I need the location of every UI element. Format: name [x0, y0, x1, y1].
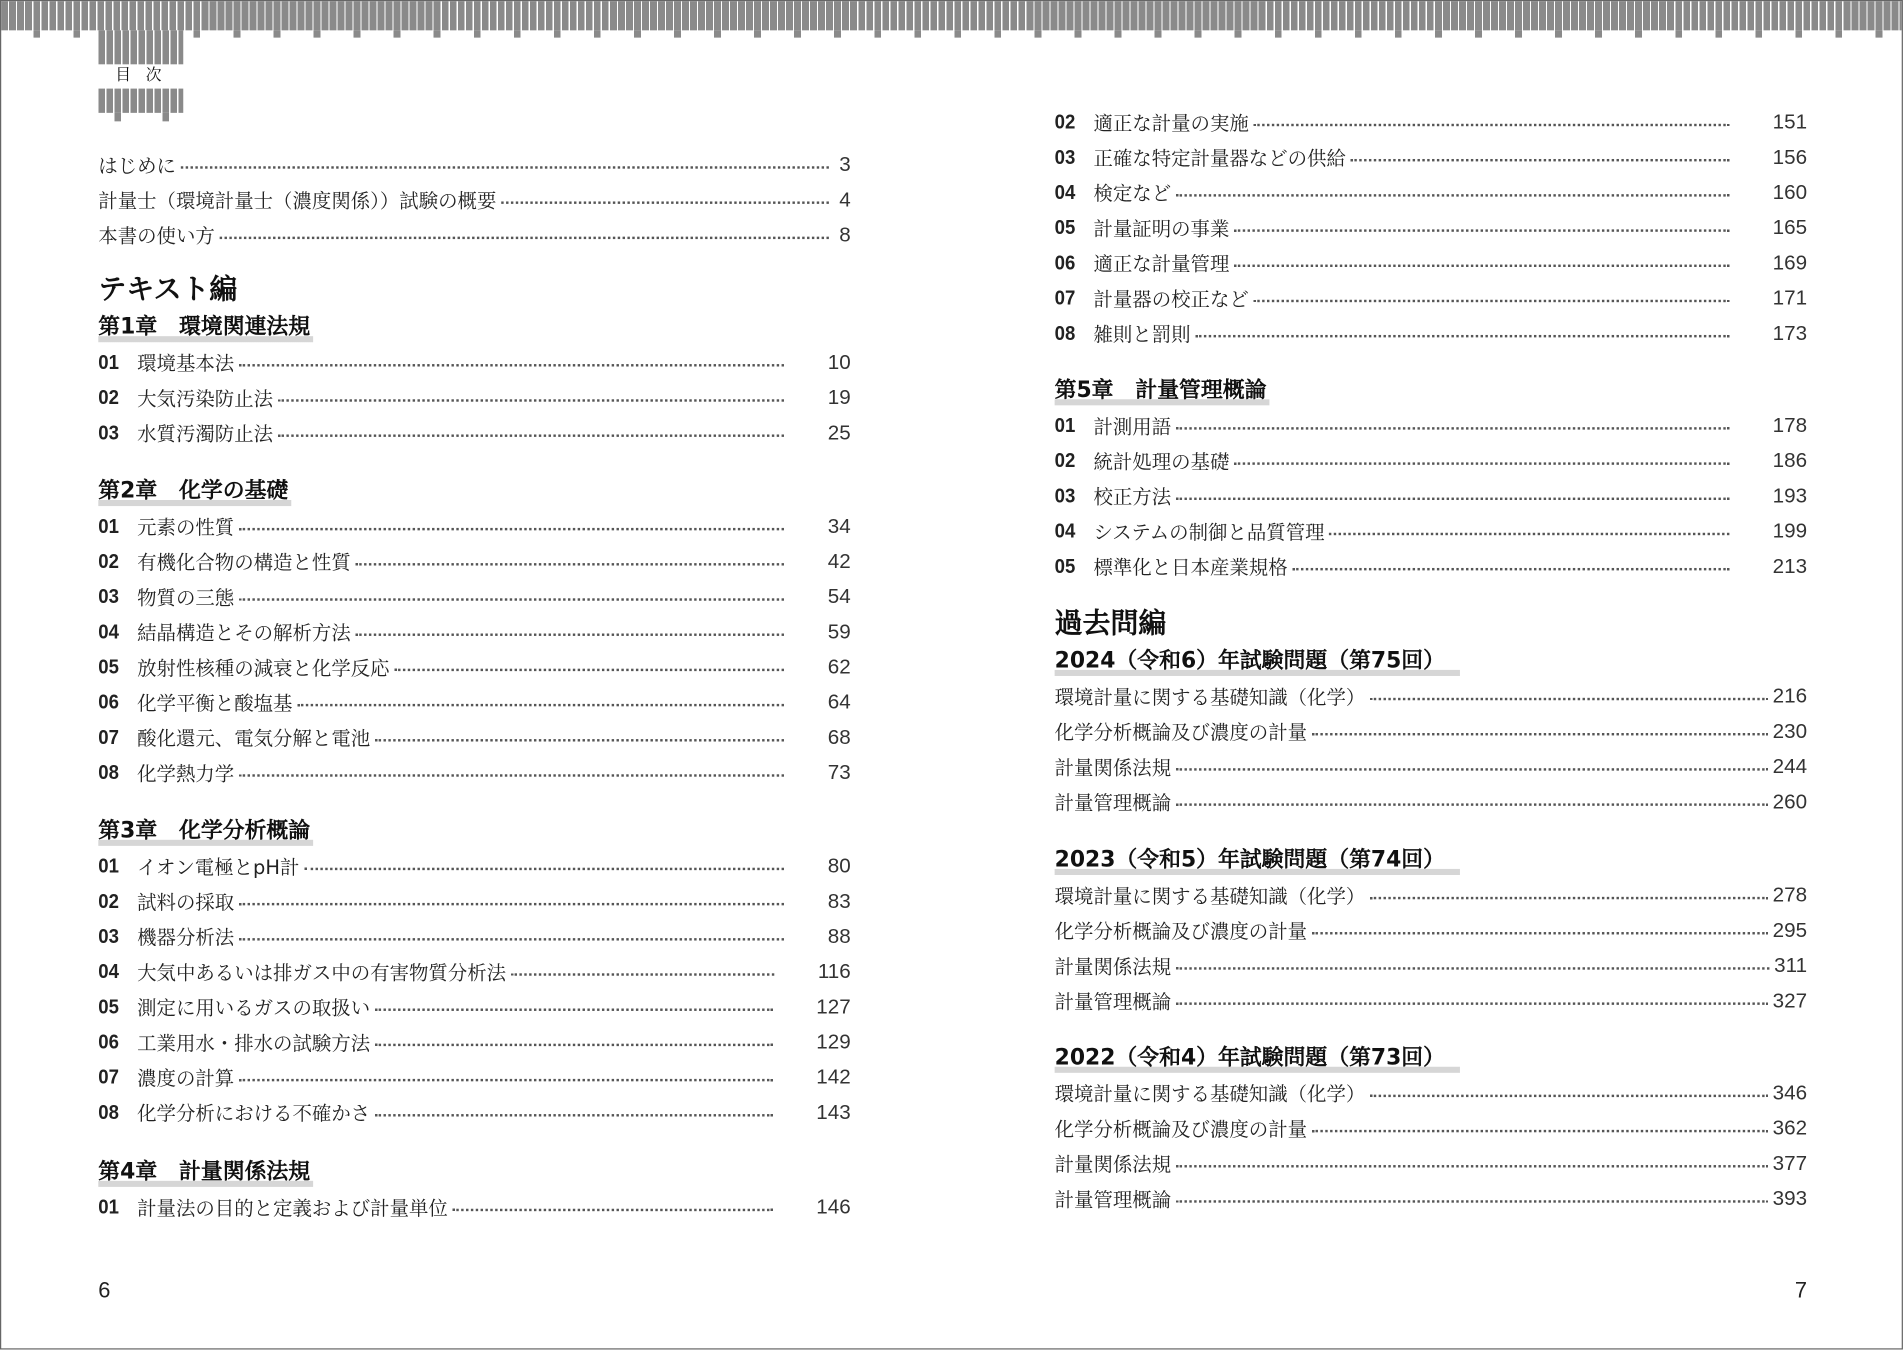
heading-text: 第1章 環境関連法規	[98, 313, 312, 342]
entry-number: 04	[98, 959, 119, 983]
page-number-left: 6	[98, 1277, 111, 1303]
toc-entry[interactable]	[98, 147, 850, 182]
chapter-5	[1055, 375, 1807, 584]
chapter-4-continued	[1055, 104, 1807, 350]
entry-title: 計測用語	[1093, 415, 1172, 439]
entry-number: 03	[98, 420, 119, 444]
toc-entry[interactable]	[98, 684, 850, 719]
entry-title: 物質の三態	[137, 586, 235, 610]
toc-entry[interactable]	[98, 755, 850, 790]
entry-title: 試料の採取	[137, 890, 235, 914]
toc-entry[interactable]	[98, 415, 850, 450]
top-ruler-decoration	[1, 1, 1901, 30]
heading-text: 第3章 化学分析概論	[98, 817, 312, 846]
entry-page: 169	[1772, 250, 1808, 274]
exam-heading	[1055, 646, 1807, 679]
entry-title: 計量管理概論	[1054, 1188, 1172, 1212]
exam-2023	[1055, 845, 1807, 1019]
toc-entry[interactable]	[98, 848, 850, 883]
dot-leader	[239, 774, 784, 776]
heading-text: 2022（令和4）年試験問題（第73回）	[1055, 1044, 1460, 1073]
toc-entry[interactable]	[1055, 913, 1807, 948]
entry-page: 8	[839, 222, 851, 246]
toc-entry[interactable]	[98, 579, 850, 614]
entry-number: 08	[1054, 320, 1076, 345]
chapter-heading	[98, 476, 850, 509]
entry-title: 正確な特定計量器などの供給	[1093, 146, 1346, 170]
exam-2022	[1055, 1042, 1807, 1216]
chapter-1	[98, 312, 850, 450]
entry-title: 大気中あるいは排ガス中の有害物質分析法	[137, 961, 507, 985]
entry-title: 酸化還元、電気分解と電池	[137, 726, 371, 751]
dot-leader	[1176, 1002, 1768, 1004]
entry-number: 04	[98, 619, 119, 643]
entry-number: 01	[98, 853, 119, 877]
dot-leader	[278, 399, 784, 401]
entry-title: イオン電極とpH計	[137, 855, 300, 879]
chapter-heading	[98, 816, 850, 849]
chapter-heading	[1055, 375, 1807, 408]
entry-page: 54	[827, 584, 851, 608]
toc-entry[interactable]	[98, 1095, 850, 1130]
entry-page: 171	[1772, 285, 1808, 309]
toc-entry[interactable]	[1055, 1146, 1807, 1181]
dot-leader	[1370, 697, 1768, 699]
entry-number: 05	[1054, 554, 1076, 578]
entry-page: 213	[1772, 554, 1808, 578]
heading-text: 第2章 化学の基礎	[98, 477, 290, 506]
dot-leader	[304, 867, 784, 869]
dot-leader	[239, 1078, 773, 1080]
toc-label: 目 次	[115, 66, 167, 85]
entry-number: 02	[98, 888, 119, 913]
toc-entry[interactable]	[98, 1059, 850, 1094]
entry-title: 計量関係法規	[1054, 1152, 1172, 1176]
entry-page: 146	[816, 1194, 851, 1218]
entry-title: 結晶構造とその解析方法	[137, 621, 351, 645]
chapter-4	[98, 1157, 850, 1225]
toc-entry[interactable]	[98, 919, 850, 954]
entry-page: 311	[1774, 953, 1808, 977]
dot-leader	[1370, 1094, 1768, 1096]
front-matter	[98, 147, 850, 253]
dot-leader	[1254, 299, 1729, 301]
entry-page: 393	[1772, 1186, 1808, 1210]
entry-title: 環境基本法	[137, 351, 235, 376]
entry-page: 160	[1772, 180, 1808, 204]
tab-bars-ticks	[98, 113, 183, 121]
exam-heading	[1055, 845, 1807, 878]
entry-number: 06	[98, 689, 119, 713]
entry-page: 42	[827, 549, 851, 573]
dot-leader	[375, 738, 784, 740]
exam-2024	[1055, 646, 1807, 820]
entry-number: 02	[98, 549, 119, 573]
entry-title: 環境計量に関する基礎知識（化学）	[1054, 685, 1366, 709]
entry-title: 化学平衡と酸塩基	[137, 691, 293, 715]
entry-number: 05	[98, 654, 119, 678]
toc-entry[interactable]	[98, 614, 850, 649]
chapter-heading	[98, 312, 850, 345]
entry-page: 156	[1772, 145, 1808, 169]
entry-page: 199	[1772, 518, 1808, 542]
entry-title: 機器分析法	[137, 925, 235, 950]
entry-title: 化学分析における不確かさ	[137, 1101, 371, 1126]
toc-entry[interactable]	[98, 217, 850, 252]
entry-page: 127	[816, 994, 851, 1018]
dot-leader	[1176, 768, 1768, 770]
entry-title: 標準化と日本産業規格	[1093, 555, 1288, 579]
entry-number: 07	[98, 725, 119, 749]
entry-title: 計量管理概論	[1054, 791, 1172, 815]
entry-title: 校正方法	[1093, 485, 1172, 509]
dot-leader	[356, 563, 784, 565]
dot-leader	[1176, 1200, 1768, 1202]
entry-title: 計量関係法規	[1054, 756, 1172, 780]
top-ruler-ticks	[1, 30, 1901, 37]
dot-leader	[1176, 803, 1768, 805]
entry-page: 193	[1772, 483, 1808, 507]
entry-title: 検定など	[1093, 182, 1172, 206]
entry-number: 08	[98, 1100, 119, 1124]
dot-leader	[1312, 732, 1768, 734]
toc-entry[interactable]	[98, 884, 850, 919]
entry-title: 計量士（環境計量士（濃度関係））試験の概要	[98, 189, 497, 213]
toc-entry[interactable]	[98, 544, 850, 579]
entry-page: 68	[827, 725, 851, 749]
toc-entry[interactable]	[1055, 443, 1807, 478]
entry-number: 02	[1054, 448, 1076, 472]
dot-leader	[1176, 194, 1729, 196]
entry-page: 25	[827, 420, 851, 444]
dot-leader	[1176, 427, 1729, 429]
entry-page: 34	[827, 513, 851, 538]
entry-page: 244	[1772, 754, 1808, 778]
toc-entry[interactable]	[98, 649, 850, 684]
entry-page: 165	[1772, 215, 1808, 239]
entry-page: 73	[827, 760, 851, 784]
entry-title: 化学熱力学	[137, 762, 235, 786]
entry-number: 03	[98, 584, 119, 608]
entry-title: 元素の性質	[137, 515, 235, 539]
entry-number: 06	[98, 1029, 119, 1053]
toc-entry[interactable]	[1055, 1075, 1807, 1110]
part-title-past-exams: 過去問編	[1054, 608, 1167, 640]
toc-entry[interactable]	[98, 380, 850, 415]
entry-title: 雑則と罰則	[1093, 322, 1191, 346]
dot-leader	[375, 1113, 773, 1115]
entry-number: 01	[98, 513, 119, 538]
dot-leader	[1312, 1129, 1768, 1131]
chapter-3	[98, 816, 850, 1130]
dot-leader	[278, 434, 784, 436]
toc-tab	[98, 30, 183, 122]
dot-leader	[1329, 532, 1729, 534]
entry-title: システムの制御と品質管理	[1093, 520, 1325, 544]
entry-number: 03	[98, 924, 119, 948]
dot-leader	[239, 363, 784, 365]
entry-title: 化学分析概論及び濃度の計量	[1054, 1117, 1308, 1141]
toc-entry[interactable]	[1055, 478, 1807, 513]
dot-leader	[1312, 931, 1768, 933]
entry-page: 88	[827, 924, 851, 948]
entry-page: 346	[1772, 1080, 1808, 1104]
toc-entry[interactable]	[1055, 877, 1807, 912]
entry-title: 統計処理の基礎	[1093, 450, 1230, 474]
toc-entry[interactable]	[1055, 175, 1807, 210]
chapter-2	[98, 476, 850, 790]
entry-title: 測定に用いるガスの取扱い	[137, 996, 371, 1020]
dot-leader	[1176, 1164, 1768, 1166]
heading-text: 第5章 計量管理概論	[1055, 376, 1269, 405]
entry-number: 08	[98, 760, 119, 784]
entry-number: 05	[98, 994, 119, 1018]
dot-leader	[501, 201, 829, 203]
toc-entry[interactable]	[1055, 104, 1807, 139]
toc-entry[interactable]	[1055, 316, 1807, 351]
toc-entry[interactable]	[1055, 948, 1807, 983]
toc-entry[interactable]	[1055, 1181, 1807, 1216]
entry-page: 278	[1772, 882, 1808, 906]
toc-entry[interactable]	[1055, 983, 1807, 1018]
dot-leader	[511, 973, 774, 975]
chapter-heading	[98, 1157, 850, 1190]
toc-entry[interactable]	[98, 182, 850, 217]
tab-bars-bottom	[98, 89, 183, 113]
dot-leader	[239, 598, 784, 600]
dot-leader	[1176, 497, 1729, 499]
part-title-text: テキスト編	[98, 274, 238, 306]
toc-entry[interactable]	[98, 508, 850, 543]
dot-leader	[1234, 229, 1729, 231]
entry-number: 01	[98, 350, 119, 374]
tab-bars-top	[98, 30, 183, 64]
entry-page: 216	[1772, 683, 1808, 707]
toc-entry[interactable]	[1055, 1110, 1807, 1145]
entry-title: 計量法の目的と定義および計量単位	[137, 1196, 448, 1220]
entry-page: 80	[827, 853, 851, 877]
entry-title: 適正な計量の実施	[1093, 111, 1249, 135]
entry-title: 大気汚染防止法	[137, 387, 274, 411]
dot-leader	[239, 527, 784, 529]
entry-number: 01	[1054, 413, 1076, 437]
entry-title: 放射性核種の減衰と化学反応	[137, 656, 390, 680]
entry-title: 環境計量に関する基礎知識（化学）	[1054, 884, 1366, 908]
entry-title: 本書の使い方	[98, 224, 215, 248]
entry-title: 計量証明の事業	[1093, 217, 1230, 241]
entry-page: 377	[1772, 1151, 1808, 1175]
entry-page: 3	[839, 152, 851, 176]
toc-entry[interactable]	[98, 989, 850, 1024]
toc-entry[interactable]	[98, 1189, 850, 1224]
entry-title: 水質汚濁防止法	[137, 422, 274, 446]
toc-entry[interactable]	[1055, 714, 1807, 749]
toc-entry[interactable]	[1055, 408, 1807, 443]
entry-number: 03	[1054, 483, 1076, 507]
dot-leader	[356, 633, 784, 635]
dot-leader	[1254, 123, 1729, 125]
dot-leader	[1195, 334, 1729, 336]
entry-page: 143	[816, 1100, 851, 1124]
heading-text: 2023（令和5）年試験問題（第74回）	[1055, 846, 1460, 875]
dot-leader	[1370, 896, 1768, 898]
entry-page: 59	[827, 619, 851, 643]
entry-title: 適正な計量管理	[1093, 252, 1230, 276]
toc-entry[interactable]	[1055, 140, 1807, 175]
entry-title: 化学分析概論及び濃度の計量	[1054, 720, 1308, 744]
dot-leader	[394, 668, 784, 670]
entry-title: 化学分析概論及び濃度の計量	[1054, 919, 1308, 943]
entry-number: 02	[98, 385, 119, 409]
dot-leader	[1176, 967, 1769, 969]
toc-entry[interactable]	[1055, 749, 1807, 784]
toc-entry[interactable]	[98, 1024, 850, 1059]
entry-title: はじめに	[98, 154, 176, 178]
entry-page: 173	[1772, 320, 1808, 345]
entry-number: 06	[1054, 250, 1076, 274]
entry-title: 濃度の計算	[137, 1066, 235, 1090]
entry-title: 有機化合物の構造と性質	[137, 550, 351, 575]
entry-page: 362	[1772, 1115, 1808, 1139]
heading-text: 第4章 計量関係法規	[98, 1158, 312, 1187]
entry-page: 10	[827, 350, 851, 374]
entry-number: 03	[1054, 145, 1076, 169]
exam-heading	[1055, 1042, 1807, 1075]
toc-entry[interactable]	[1055, 513, 1807, 548]
entry-page: 116	[817, 959, 851, 983]
dot-leader	[1234, 462, 1729, 464]
entry-number: 07	[98, 1064, 119, 1088]
entry-title: 環境計量に関する基礎知識（化学）	[1054, 1082, 1366, 1106]
dot-leader	[375, 1043, 773, 1045]
entry-page: 151	[1772, 109, 1808, 133]
entry-number: 01	[98, 1194, 119, 1218]
dot-leader	[181, 166, 829, 168]
toc-entry[interactable]	[1055, 280, 1807, 315]
toc-entry[interactable]	[1055, 245, 1807, 280]
entry-page: 142	[816, 1064, 851, 1088]
toc-entry[interactable]	[98, 720, 850, 755]
entry-title: 工業用水・排水の試験方法	[137, 1031, 371, 1055]
heading-text: 2024（令和6）年試験問題（第75回）	[1055, 647, 1460, 676]
entry-page: 178	[1772, 413, 1808, 437]
entry-page: 295	[1772, 918, 1808, 942]
dot-leader	[297, 703, 784, 705]
entry-page: 186	[1772, 448, 1808, 472]
dot-leader	[239, 938, 784, 940]
toc-entry[interactable]	[98, 345, 850, 380]
page-number-right: 7	[1794, 1277, 1808, 1303]
entry-page: 4	[839, 187, 851, 211]
entry-number: 02	[1054, 109, 1076, 133]
toc-entry[interactable]	[1055, 784, 1807, 819]
dot-leader	[1234, 264, 1729, 266]
entry-page: 327	[1772, 988, 1808, 1012]
entry-number: 04	[1054, 180, 1076, 204]
toc-entry[interactable]	[1055, 549, 1807, 584]
entry-page: 62	[827, 654, 851, 678]
dot-leader	[239, 902, 784, 904]
entry-title: 計量器の校正など	[1093, 287, 1249, 311]
entry-page: 64	[827, 689, 851, 713]
toc-entry[interactable]	[98, 954, 850, 989]
toc-entry[interactable]	[1055, 210, 1807, 245]
entry-page: 129	[816, 1029, 851, 1053]
toc-entry[interactable]	[1055, 678, 1807, 713]
entry-number: 05	[1054, 215, 1076, 239]
entry-number: 07	[1054, 285, 1076, 309]
entry-page: 83	[827, 888, 851, 913]
entry-title: 計量管理概論	[1054, 990, 1172, 1014]
entry-title: 計量関係法規	[1054, 955, 1172, 979]
dot-leader	[1293, 567, 1729, 569]
dot-leader	[375, 1008, 773, 1010]
dot-leader	[453, 1208, 773, 1210]
entry-page: 230	[1772, 719, 1808, 743]
entry-number: 04	[1054, 518, 1076, 542]
dot-leader	[220, 236, 829, 238]
entry-page: 260	[1772, 789, 1808, 813]
dot-leader	[1351, 158, 1729, 160]
entry-page: 19	[827, 385, 851, 409]
